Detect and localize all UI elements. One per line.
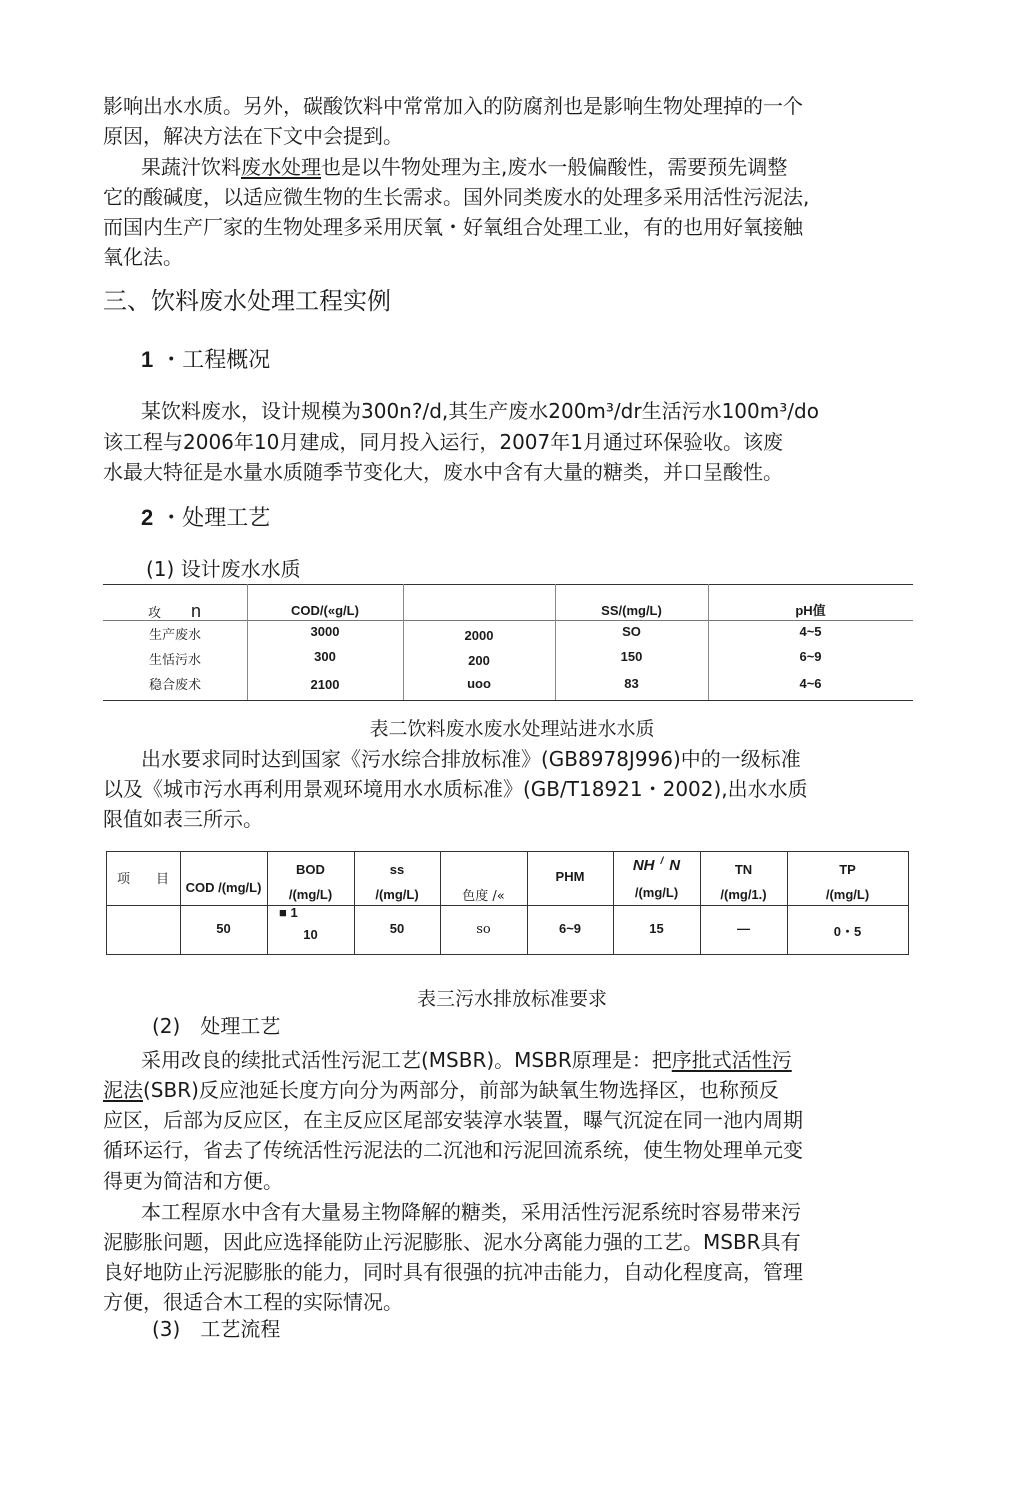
- table3-value-color: so: [476, 922, 491, 937]
- table3-header-ph: PHM: [555, 869, 585, 884]
- table2-cell: SO: [622, 624, 641, 639]
- table2-cell: 4~6: [799, 676, 822, 691]
- para5-line2: 泥法(SBR)反应池延长度方向分为两部分，前部为缺氧生物选择区，也称预反: [103, 1078, 779, 1102]
- para6-line1: 本工程原水中含有大量易主物降解的糖类，采用活性污泥系统时容易带来污: [141, 1200, 801, 1224]
- para4-line2: 以及《城市污水再利用景观环境用水水质标准》(GB/T18921・2002),出水水质: [103, 777, 808, 801]
- table3-header-bod-unit: /(mg/L): [288, 887, 333, 902]
- table2-cell: 300: [314, 649, 336, 664]
- para2-line2: 它的酸碱度，以适应微生物的生长需求。国外同类废水的处理多采用活性污泥法,: [103, 185, 810, 209]
- para3-line2: 该工程与2006年10月建成，同月投入运行，2007年1月通过环保验收。该废: [103, 430, 783, 454]
- table2-header-cod: COD/(«g/L): [291, 603, 359, 618]
- para2-text-a: 果蔬汁饮料: [141, 155, 241, 179]
- para6-line3: 良好地防止污泥膨胀的能力，同时具有很强的抗冲击能力，自动化程度高，管理: [103, 1260, 803, 1284]
- table3-header-ss-unit: /(mg/L): [375, 887, 419, 902]
- para2-line1: [141, 152, 787, 182]
- subsection-title: ・处理工艺: [160, 506, 271, 531]
- table2-cell: 3000: [310, 624, 340, 639]
- table2-cell: 83: [624, 676, 639, 691]
- table3-value-tn: —: [737, 921, 750, 936]
- table3-value-tp: 0・5: [833, 924, 862, 939]
- table3-header-tp-unit: /(mg/L): [825, 887, 870, 902]
- table3-header-tn: TN: [734, 862, 753, 877]
- table3-caption: 表三污水排放标准要求: [416, 988, 607, 1010]
- table3-value-bod-mark: ■ 1: [279, 905, 298, 920]
- table3-header-item: 项 目: [116, 872, 169, 887]
- sbr-link-cont[interactable]: 泥法: [103, 1078, 143, 1102]
- table3-header-tp: TP: [839, 862, 856, 877]
- table3-header-ss: ss: [389, 862, 405, 877]
- para2-line4: 氧化法。: [103, 245, 183, 269]
- table3-header-nh: NH / N: [632, 856, 681, 874]
- para5-line1: 采用改良的续批式活性污泥工艺(MSBR)。MSBR原理是：把序批式活性污: [141, 1048, 792, 1072]
- table2-header-ph: pH值: [795, 603, 826, 618]
- table3-header-nh-unit: /(mg/L): [634, 885, 679, 900]
- table2-caption: 表二饮料废水废水处理站进水水质: [369, 718, 655, 740]
- para6-line2: 泥膨胀问题，因此应选择能防止污泥膨胀、泥水分离能力强的工艺。MSBR具有: [103, 1230, 801, 1254]
- para3-line1: 某饮料废水，设计规模为300n?/d,其生产废水200m³/dr生活污水100m³/do: [141, 399, 819, 423]
- sbr-link[interactable]: 序批式活性污: [671, 1048, 792, 1072]
- table3-header-color: 色度 /«: [462, 889, 505, 904]
- para1-line1: 影响出水水质。另外，碳酸饮料中常常加入的防腐剂也是影响生物处理掉的一个: [103, 94, 803, 118]
- para4-line1: 出水要求同时达到国家《污水综合排放标准》(GB8978J996)中的一级标准: [141, 747, 801, 771]
- table3-value-nh: 15: [649, 921, 664, 936]
- table2-cell: 200: [468, 653, 490, 668]
- item3-label: (3) 工艺流程: [152, 1317, 281, 1341]
- subsection-number: 1: [141, 347, 154, 372]
- table3-header-bod: BOD: [296, 862, 325, 877]
- para3-line3: 水最大特征是水量水质随季节变化大，废水中含有大量的糖类，并口呈酸性。: [103, 460, 783, 484]
- table2-header-ss: SS/(mg/L): [601, 603, 662, 618]
- para2-text-c: 也是以牛物处理为主,废水一般偏酸性，需要预先调整: [321, 155, 788, 179]
- table2-row-name: 生产废水: [148, 628, 201, 643]
- subsection-heading-process: [141, 503, 270, 534]
- table3-value-ph: 6~9: [558, 921, 582, 936]
- item1-label: (1) 设计废水水质: [146, 557, 301, 581]
- table2-cell: 150: [620, 649, 643, 664]
- table2-cell: uoo: [467, 676, 491, 691]
- table2-header-item: 攻 n: [148, 601, 202, 621]
- subsection-heading-overview: [141, 345, 270, 376]
- subsection-title: ・工程概况: [160, 348, 271, 373]
- table2-cell: 6~9: [799, 649, 822, 664]
- para4-line3: 限值如表三所示。: [103, 807, 263, 831]
- table2-row-name: 生恬污水: [148, 653, 201, 668]
- para5-line3: 应区，后部为反应区，在主反应区尾部安装淳水装置，曝气沉淀在同一池内周期: [103, 1108, 803, 1132]
- item2-label: (2) 处理工艺: [152, 1014, 281, 1038]
- table2-cell: 4~5: [799, 624, 822, 639]
- para5-line5: 得更为简洁和方便。: [103, 1169, 283, 1193]
- table2-row-name: 稳合废术: [148, 678, 201, 693]
- para2-line3: 而国内生产厂家的生物处理多采用厌氧・好氧组合处理工业，有的也用好氧接触: [103, 215, 803, 239]
- para5-line4: 循环运行，省去了传统活性污泥法的二沉池和污泥回流系统，使生物处理单元变: [103, 1138, 803, 1162]
- table3-header-cod: COD /(mg/L): [185, 880, 262, 895]
- wastewater-treatment-link[interactable]: 废水处理: [241, 155, 321, 179]
- para6-line4: 方便，很适合木工程的实际情况。: [103, 1290, 403, 1314]
- subsection-number: 2: [141, 505, 154, 530]
- table3-value-bod: 10: [303, 927, 318, 942]
- para1-line2: 原因，解决方法在下文中会提到。: [103, 124, 403, 148]
- section-heading: 三、饮料废水处理工程实例: [103, 287, 391, 315]
- table3-value-ss: 50: [389, 921, 405, 936]
- table2-cell: 2100: [310, 677, 340, 692]
- table2-cell: 2000: [464, 628, 494, 643]
- table3-header-tn-unit: /(mg/1.): [720, 887, 767, 902]
- table3-value-cod: 50: [216, 921, 231, 936]
